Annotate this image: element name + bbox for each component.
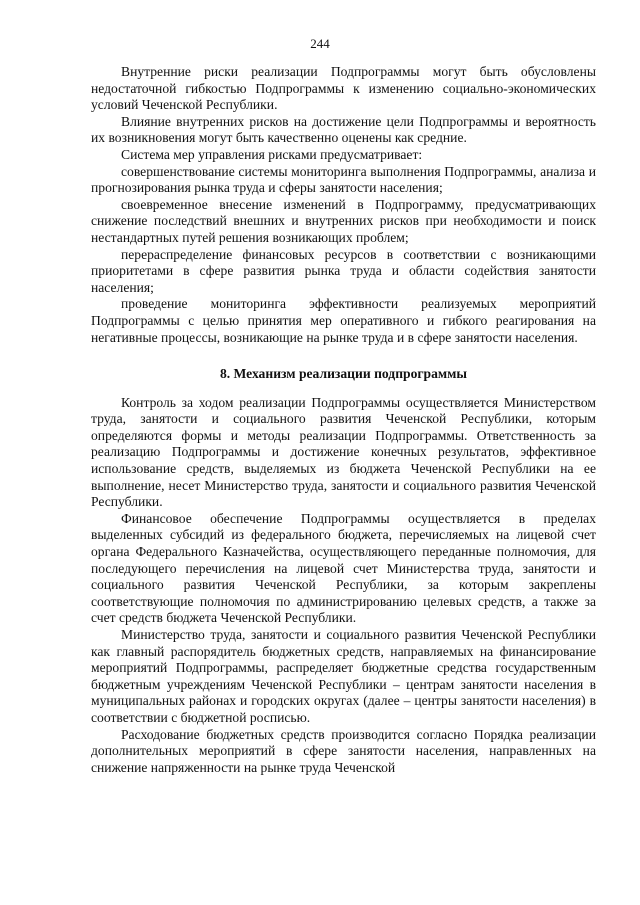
list-item-redistribution: перераспределение финансовых ресурсов в соответствии с возникающими приоритетами в сфере развития рынка труда и области содействия занятости населения; — [91, 246, 596, 295]
paragraph-financing: Финансовое обеспечение Подпрограммы осуществляется в пределах выделенных субсидий из федерального бюджета, перечисляемых на лицевой счет органа Федерального Казначейства, осуществляющего переданные полномочия, для последующего перечисления на лицевой счет Министерства труда, занятости и социального развития Чеченской Республики, за которым закреплены соответствующие полномочия по администрированию целевых средств, а также за счет средств бюджета Чеченской Республики. — [91, 510, 596, 626]
paragraph-ministry-role: Министерство труда, занятости и социального развития Чеченской Республики как главный распорядитель бюджетных средств, направляемых на финансирование мероприятий Подпрограммы, распределяет бюджетные средства государственным бюджетным учреждениям Чеченской Республики – центрам занятости населения в муниципальных районах и городских округах (далее – центры занятости населения) в соответствии с бюджетной росписью. — [91, 627, 596, 725]
paragraph-spending: Расходование бюджетных средств производится согласно Порядка реализации дополнительных мероприятий в сфере занятости населения, направленных на снижение напряженности на рынке труда Чеченской — [91, 726, 596, 775]
paragraph-control: Контроль за ходом реализации Подпрограммы осуществляется Министерством труда, занятости и социального развития Чеченской Республики, которым определяются формы и методы реализации Подпрограммы. Ответственность за реализацию Подпрограммы и достижение конечных результатов, эффективное использование средств, выделяемых из бюджета Чеченской Республики на ее выполнение, несет Министерство труда, занятости и социального развития Чеченской Республики. — [91, 394, 596, 510]
list-item-timely-changes: своевременное внесение изменений в Подпрограмму, предусматривающих снижение последствий внешних и внутренних рисков при необходимости и поиск нестандартных путей решения возникающих проблем; — [91, 196, 596, 245]
paragraph-risk-measures-intro: Система мер управления рисками предусматривает: — [121, 146, 423, 162]
list-item-monitoring-system: совершенствование системы мониторинга выполнения Подпрограммы, анализа и прогнозирования рынка труда и сферы занятости населения; — [91, 163, 596, 196]
document-body — [91, 64, 596, 776]
paragraph-risk-impact: Влияние внутренних рисков на достижение цели Подпрограммы и вероятность их возникновения могут быть качественно оценены как средние. — [91, 113, 596, 146]
section-heading: 8. Механизм реализации подпрограммы — [219, 366, 468, 382]
list-item-efficiency-monitoring: проведение мониторинга эффективности реализуемых мероприятий Подпрограммы с целью принятия мер оперативного и гибкого реагирования на негативные процессы, возникающие на рынке труда и в сфере занятости населения. — [91, 296, 596, 345]
page-number: 244 — [310, 36, 330, 51]
paragraph-internal-risks: Внутренние риски реализации Подпрограммы могут быть обусловлены недостаточной гибкостью Подпрограммы к изменению социально-экономических условий Чеченской Республики. — [91, 64, 596, 113]
